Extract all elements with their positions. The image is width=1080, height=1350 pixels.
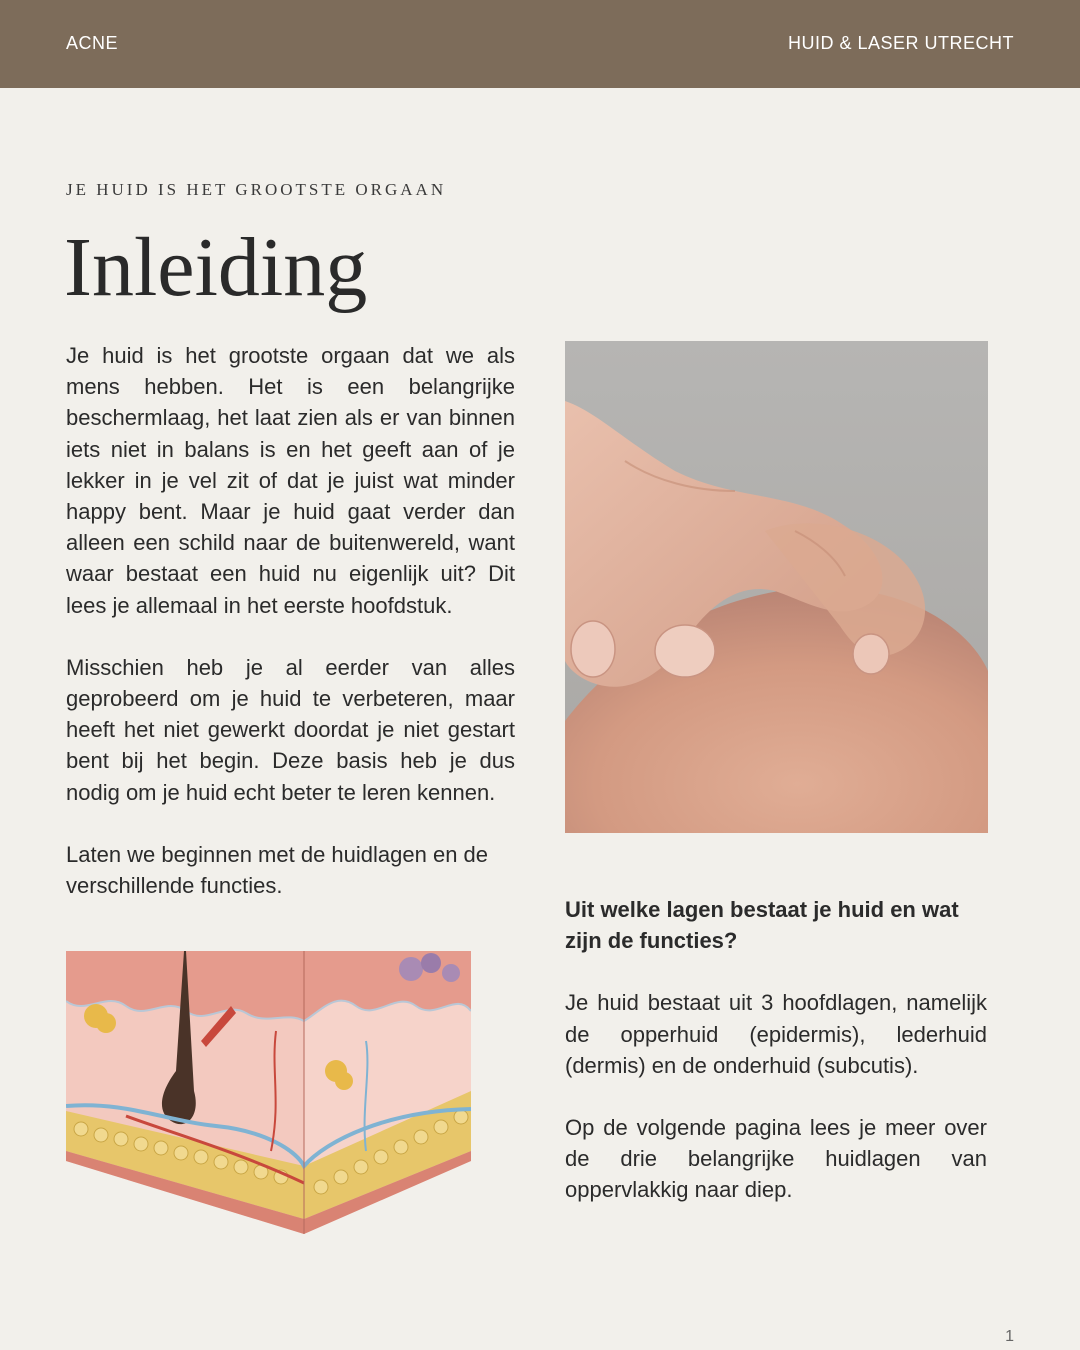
header-section-label: ACNE [66,33,119,53]
layers-heading: Uit welke lagen bestaat je huid en wat zijn de functies? [565,897,959,954]
layers-column [565,894,987,1237]
header-brand: HUID & LASER UTRECHT [787,33,1014,53]
layers-paragraph-1: Je huid bestaat uit 3 hoofdlagen, namelijk de opperhuid (epidermis), lederhuid (dermis) en de onderhuid (subcutis). [565,990,987,1078]
intro-paragraph-3: Laten we beginnen met de huidlagen en de verschillende functies. [66,841,489,899]
header-bar [0,0,1080,88]
page-title: Inleiding [64,221,368,314]
intro-paragraph-2: Misschien heb je al eerder van alles geprobeerd om je huid te verbeteren, maar heeft het niet gewerkt doordat je niet gestart bent bij het begin. Deze basis heb je dus nodig om je huid echt beter te leren kennen. [66,654,515,805]
skin-touch-photo [565,341,988,833]
layers-paragraph-2: Op de volgende pagina lees je meer over de drie belangrijke huidlagen van oppervlakkig naar diep. [565,1115,987,1203]
intro-column [66,340,515,932]
page-number: 1 [1005,1328,1014,1345]
section-kicker: JE HUID IS HET GROOTSTE ORGAAN [66,180,447,199]
skin-layers-illustration [66,951,471,1234]
intro-paragraph-1: Je huid is het grootste orgaan dat we als mens hebben. Het is een belangrijke beschermlaag, het laat zien als er van binnen iets niet in balans is en het geeft aan of je lekker in je vel zit of dat je juist wat minder happy bent. Maar je huid gaat verder dan alleen een schild naar de buitenwereld, want waar bestaat een huid nu eigenlijk uit? Dit lees je allemaal in het eerste hoofdstuk. [66,343,515,618]
